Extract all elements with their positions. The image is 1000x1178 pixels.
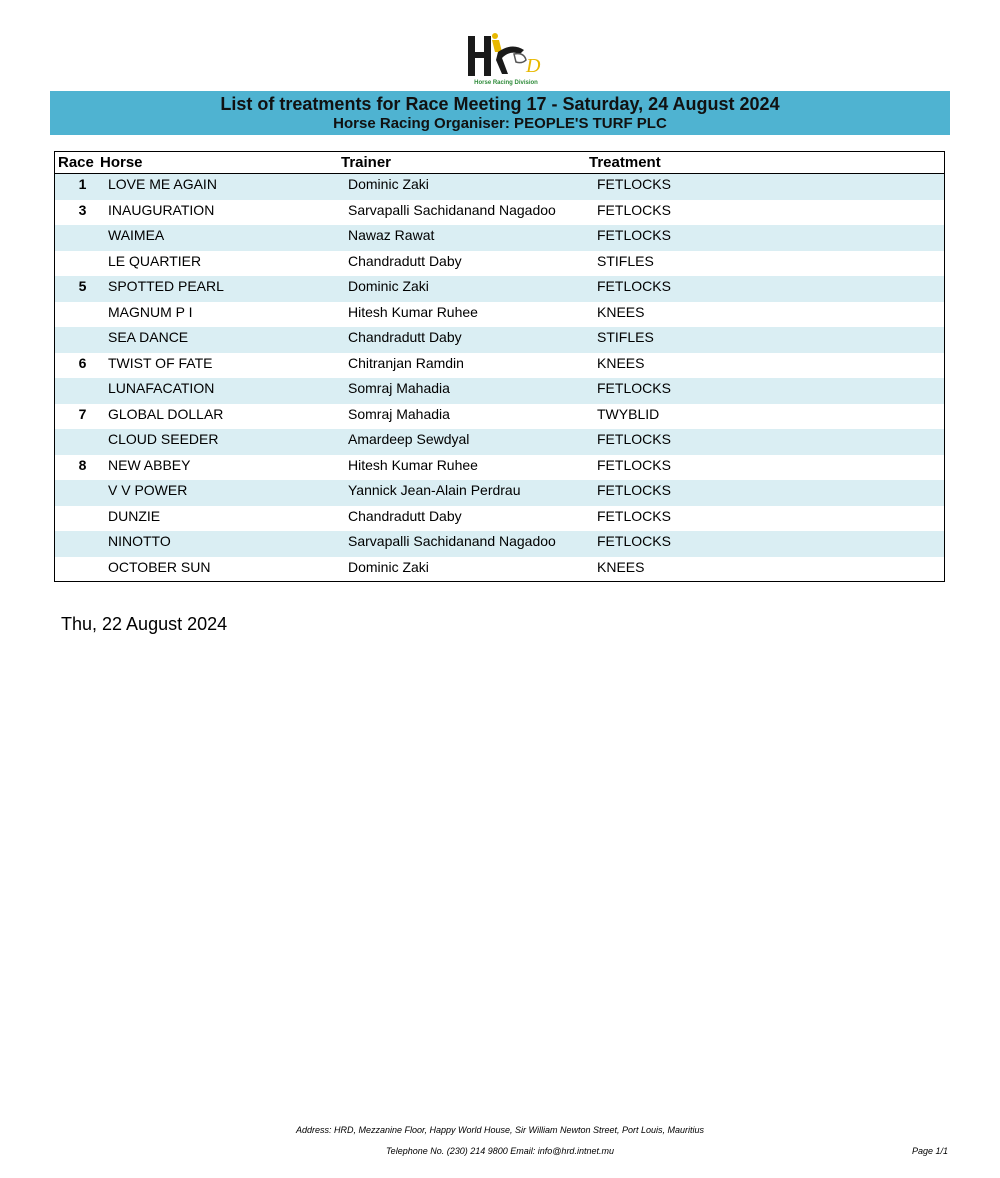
header-treatment: Treatment bbox=[589, 154, 661, 171]
header-banner bbox=[50, 91, 950, 135]
header-race: Race bbox=[58, 154, 94, 171]
cell-horse: LE QUARTIER bbox=[108, 252, 202, 269]
header-trainer: Trainer bbox=[341, 154, 392, 171]
cell-treatment: FETLOCKS bbox=[597, 176, 671, 192]
cell-trainer: Amardeep Sewdyal bbox=[348, 431, 470, 447]
cell-race: 6 bbox=[78, 354, 87, 371]
cell-trainer: Dominic Zaki bbox=[348, 176, 429, 192]
cell-race: 5 bbox=[78, 278, 87, 294]
cell-treatment: STIFLES bbox=[597, 329, 654, 345]
table-row bbox=[55, 174, 944, 200]
cell-treatment: FETLOCKS bbox=[597, 456, 671, 473]
cell-horse: SPOTTED PEARL bbox=[108, 278, 224, 294]
cell-treatment: FETLOCKS bbox=[597, 431, 671, 447]
cell-treatment: FETLOCKS bbox=[597, 278, 671, 294]
document-date: Thu, 22 August 2024 bbox=[61, 614, 228, 634]
table-header bbox=[55, 152, 944, 174]
cell-horse: CLOUD SEEDER bbox=[108, 431, 219, 447]
cell-trainer: Hitesh Kumar Ruhee bbox=[348, 456, 478, 473]
cell-trainer: Sarvapalli Sachidanand Nagadoo bbox=[348, 533, 556, 549]
cell-trainer: Yannick Jean-Alain Perdrau bbox=[348, 482, 521, 498]
table-row bbox=[55, 429, 944, 455]
cell-horse: TWIST OF FATE bbox=[108, 354, 213, 371]
logo-tagline: Horse Racing Division bbox=[474, 80, 538, 86]
cell-horse: WAIMEA bbox=[108, 227, 165, 243]
table-row bbox=[55, 378, 944, 404]
page-subtitle: Horse Racing Organiser: PEOPLE'S TURF PLC bbox=[333, 115, 667, 132]
page-number: Page 1/1 bbox=[911, 1146, 948, 1156]
table-row bbox=[55, 327, 944, 353]
table-row bbox=[55, 302, 944, 328]
cell-horse: DUNZIE bbox=[108, 507, 161, 524]
cell-treatment: KNEES bbox=[597, 303, 645, 320]
cell-trainer: Chandradutt Daby bbox=[348, 507, 462, 524]
table-row bbox=[55, 404, 944, 430]
cell-trainer: Somraj Mahadia bbox=[348, 380, 450, 396]
table-row bbox=[55, 557, 944, 583]
cell-trainer: Chitranjan Ramdin bbox=[348, 354, 464, 371]
cell-treatment: TWYBLID bbox=[597, 405, 660, 422]
hrd-logo bbox=[462, 30, 550, 90]
cell-treatment: FETLOCKS bbox=[597, 533, 671, 549]
header-horse: Horse bbox=[100, 154, 143, 171]
table-row bbox=[55, 480, 944, 506]
cell-trainer: Chandradutt Daby bbox=[348, 329, 462, 345]
table-row bbox=[55, 531, 944, 557]
table-row bbox=[55, 251, 944, 277]
cell-race: 3 bbox=[78, 201, 87, 218]
cell-trainer: Chandradutt Daby bbox=[348, 252, 462, 269]
cell-trainer: Dominic Zaki bbox=[348, 278, 429, 294]
cell-trainer: Hitesh Kumar Ruhee bbox=[348, 303, 478, 320]
cell-race: 7 bbox=[78, 405, 87, 422]
cell-trainer: Nawaz Rawat bbox=[348, 227, 435, 243]
cell-trainer: Dominic Zaki bbox=[348, 558, 429, 575]
hrd-logo-icon bbox=[462, 30, 550, 80]
cell-horse: NEW ABBEY bbox=[108, 456, 191, 473]
cell-treatment: FETLOCKS bbox=[597, 201, 671, 218]
cell-treatment: FETLOCKS bbox=[597, 380, 671, 396]
cell-treatment: KNEES bbox=[597, 354, 645, 371]
table-row bbox=[55, 276, 944, 302]
cell-horse: LUNAFACATION bbox=[108, 380, 215, 396]
cell-horse: INAUGURATION bbox=[108, 201, 215, 218]
cell-treatment: KNEES bbox=[597, 558, 645, 575]
table-row bbox=[55, 455, 944, 481]
cell-horse: GLOBAL DOLLAR bbox=[108, 405, 224, 422]
cell-horse: SEA DANCE bbox=[108, 329, 189, 345]
cell-treatment: FETLOCKS bbox=[597, 482, 671, 498]
cell-horse: LOVE ME AGAIN bbox=[108, 176, 217, 192]
svg-text:D: D bbox=[526, 55, 541, 77]
table-row bbox=[55, 353, 944, 379]
cell-race: 8 bbox=[78, 456, 87, 473]
cell-trainer: Sarvapalli Sachidanand Nagadoo bbox=[348, 201, 556, 218]
table-row bbox=[55, 200, 944, 226]
cell-race: 1 bbox=[78, 176, 87, 192]
page-title: List of treatments for Race Meeting 17 - Saturday, 24 August 2024 bbox=[220, 94, 780, 114]
cell-trainer: Somraj Mahadia bbox=[348, 405, 450, 422]
footer-address: Address: HRD, Mezzanine Floor, Happy World House, Sir William Newton Street, Port Louis, Mauritius bbox=[295, 1125, 705, 1135]
table-row bbox=[55, 225, 944, 251]
treatments-table bbox=[54, 151, 945, 582]
cell-horse: V V POWER bbox=[108, 482, 188, 498]
cell-horse: OCTOBER SUN bbox=[108, 558, 211, 575]
cell-treatment: FETLOCKS bbox=[597, 507, 671, 524]
table-row bbox=[55, 506, 944, 532]
cell-horse: NINOTTO bbox=[108, 533, 171, 549]
cell-treatment: STIFLES bbox=[597, 252, 654, 269]
cell-treatment: FETLOCKS bbox=[597, 227, 671, 243]
cell-horse: MAGNUM P I bbox=[108, 303, 193, 320]
footer-telephone: Telephone No. (230) 214 9800 Email: info@hrd.intnet.mu bbox=[386, 1146, 614, 1156]
